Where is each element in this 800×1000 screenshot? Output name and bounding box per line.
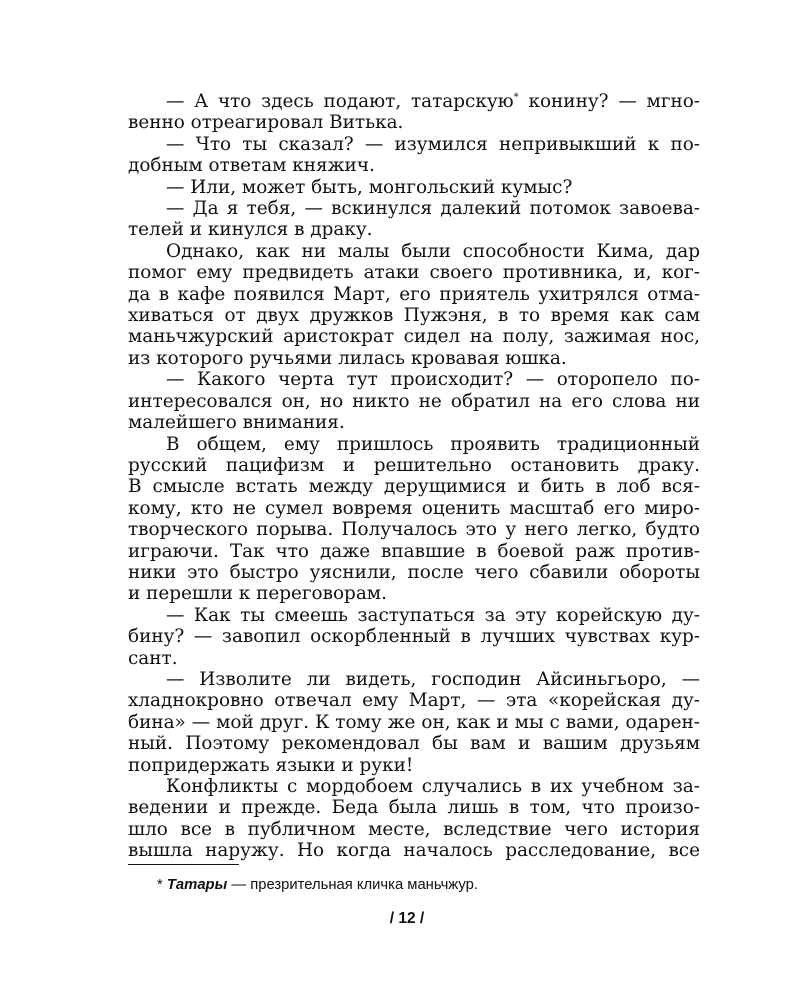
- text-line: [128, 348, 700, 369]
- text-line: [128, 733, 700, 754]
- text-line-content: кому, кто не сумел вовремя оценить масштаб его миро-: [128, 497, 700, 519]
- body-text: [128, 91, 700, 862]
- text-line-content: — Что ты сказал? — изумился непривыкший к по-: [166, 133, 700, 155]
- footnote-marker: *: [157, 877, 163, 893]
- text-line: [128, 648, 700, 669]
- footnote-reference: *: [513, 92, 519, 103]
- text-line-content: — Изволите ли видеть, господин Айсиньгьоро, —: [166, 668, 700, 690]
- text-line: [128, 776, 700, 797]
- text-line: [128, 198, 700, 219]
- text-line-content: Однако, как ни малы были способности Кима, дар: [166, 240, 700, 262]
- text-line-content: маньчжурский аристократ сидел на полу, зажимая нос,: [128, 326, 700, 348]
- text-line: [128, 797, 700, 818]
- text-line-content: играючи. Так что даже впавшие в боевой раж против-: [128, 540, 700, 562]
- text-line-continuation: конину? — мгно-: [518, 91, 701, 112]
- text-line-content: сант.: [128, 647, 178, 669]
- text-line-content: русский пацифизм и решительно остановить драку.: [128, 454, 700, 476]
- text-line-content: телей и кинулся в драку.: [128, 219, 373, 241]
- text-line: [128, 412, 700, 433]
- footnote: [157, 876, 697, 894]
- text-line: [128, 262, 700, 283]
- text-line: [128, 305, 700, 326]
- text-line-content: шло все в публичном месте, вследствие чего история: [128, 818, 700, 840]
- text-line: [128, 669, 700, 690]
- text-line-content: венно отреагировал Витька.: [128, 112, 404, 134]
- text-line: [128, 455, 700, 476]
- text-line: [128, 369, 700, 390]
- page-number: / 12 /: [389, 910, 425, 927]
- text-line: [128, 326, 700, 347]
- text-line-content: попридержать языки и руки!: [128, 754, 414, 776]
- footnote-term: Татары: [166, 877, 228, 893]
- footnote-divider: [128, 864, 239, 865]
- text-line: [128, 712, 700, 733]
- text-line: [128, 755, 700, 776]
- text-line-content: ный. Поэтому рекомендовал бы вам и вашим друзьям: [128, 733, 700, 755]
- text-line-content: бину? — завопил оскорбленный в лучших чувствах кур-: [128, 626, 700, 648]
- text-line: [128, 583, 700, 604]
- footnote-text: — презрительная кличка маньчжур.: [227, 877, 478, 893]
- text-line-content: интересовался он, но никто не обратил на его слова ни: [128, 390, 700, 412]
- text-line-content: В смысле встать между дерущимися и бить в лоб вся-: [128, 476, 700, 498]
- text-line: [128, 819, 700, 840]
- text-line-content: ведении и прежде. Беда была лишь в том, что произо-: [128, 797, 700, 819]
- text-line: [128, 134, 700, 155]
- text-line-content: — А что здесь подают, татарскую: [166, 91, 514, 112]
- text-line-content: — Да я тебя, — вскинулся далекий потомок завоева-: [166, 198, 700, 220]
- text-line: [128, 519, 700, 540]
- text-line-content: — Какого черта тут происходит? — оторопело по-: [166, 369, 700, 391]
- text-line: [128, 498, 700, 519]
- text-line-content: Конфликты с мордобоем случались в их учебном за-: [166, 776, 700, 797]
- text-line: [128, 112, 700, 133]
- text-line: [128, 284, 700, 305]
- text-line-content: и перешли к переговорам.: [128, 583, 387, 605]
- text-line: [128, 562, 700, 583]
- text-line-content: творческого порыва. Получалось это у него легко, будто: [128, 519, 700, 541]
- text-line-content: ники это быстро уяснили, после чего сбавили обороты: [128, 561, 700, 583]
- text-line: [128, 391, 700, 412]
- text-line: [128, 476, 700, 497]
- text-line-content: хиваться от двух дружков Пужэня, в то время как сам: [128, 305, 700, 327]
- text-line: [128, 434, 700, 455]
- text-line-content: добным ответам княжич.: [128, 155, 375, 177]
- text-line: [128, 91, 700, 112]
- text-line-content: из которого ручьями лилась кровавая юшка.: [128, 347, 567, 369]
- text-line: [128, 541, 700, 562]
- text-line: [128, 155, 700, 176]
- text-line: [128, 605, 700, 626]
- text-line: [128, 177, 700, 198]
- text-line: [128, 241, 700, 262]
- text-line: [128, 840, 700, 861]
- text-line-content: да в кафе появился Март, его приятель ухитрялся отма-: [128, 283, 700, 305]
- text-line-content: хладнокровно отвечал ему Март, — эта «корейская ду-: [128, 690, 700, 712]
- text-line-content: — Или, может быть, монгольский кумыс?: [166, 176, 573, 198]
- text-line: [128, 219, 700, 240]
- text-line-content: В общем, ему пришлось проявить традиционный: [166, 433, 700, 455]
- text-line-content: малейшего внимания.: [128, 412, 345, 434]
- text-line-content: бина» — мой друг. К тому же он, как и мы с вами, одарен-: [128, 711, 700, 733]
- text-line-content: помог ему предвидеть атаки своего противника, и, ког-: [128, 262, 700, 284]
- text-line-content: вышла наружу. Но когда началось расследование, все: [128, 840, 700, 862]
- text-line: [128, 690, 700, 711]
- text-line-content: — Как ты смеешь заступаться за эту корейскую ду-: [166, 604, 700, 626]
- text-line: [128, 626, 700, 647]
